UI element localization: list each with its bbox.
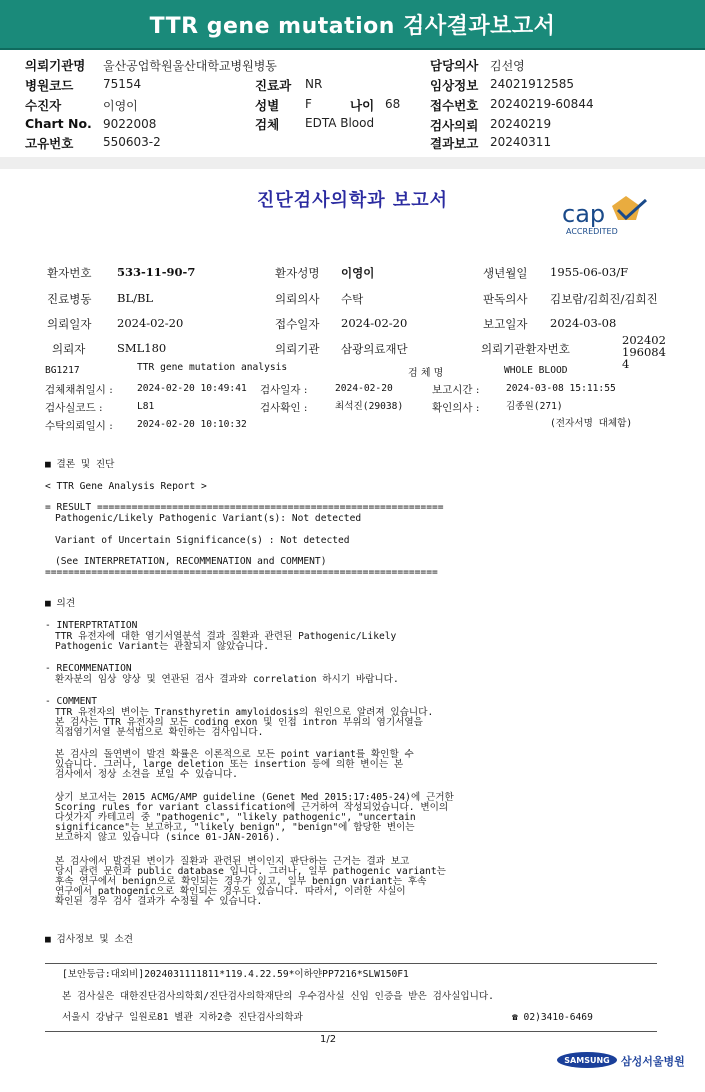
report-value: 이영이 [341, 266, 375, 280]
meta-value: 2024-02-20 10:10:32 [137, 419, 247, 430]
report-label: 의뢰자 [52, 342, 86, 356]
report-value: 1955-06-03/F [550, 265, 629, 279]
cap-logo-subtext: ACCREDITED [566, 227, 618, 236]
report-value: 2024-02-20 [117, 316, 184, 330]
result-heading: ■ 결론 및 진단 [45, 459, 115, 470]
report-label: 판독의사 [483, 292, 528, 306]
interp-title: - INTERPTRTATION [45, 620, 138, 631]
info-value: 9022008 [103, 117, 157, 131]
info-label: 나이 [350, 98, 375, 113]
info-value: 울산공업학원울산대학교병원병동 [103, 59, 277, 73]
comment-p3: 상기 보고서는 2015 ACMG/AMP guideline (Genet Med 2015:17:405-24)에 근거한 Scoring rules for variant classification에 근거하여 작성되었습니다. 변이의 다섯가지 카테고리 중 "pathogenic", "likely pathogenic", "uncertain significance"는 보고하고, "likely benign", "benign"에 합당한 변이는 보고하지 않고 있습니다 (since 01-JAN-2016). [55, 792, 454, 843]
samsung-logo-text: SAMSUNG [564, 1056, 610, 1065]
info-value: 20240311 [490, 135, 552, 149]
meta-value: 최석진(29038) [335, 401, 404, 412]
info-label: 결과보고 [430, 136, 479, 151]
cap-accredited-logo [560, 194, 650, 238]
info-value: F [305, 97, 312, 111]
comment-p1: TTR 유전자의 변이는 Transthyretin amyloidosis의 원인으로 알려져 있습니다. 본 검사는 TTR 유전자의 모든 coding exon 및 인접 intron 부위의 염기서열을 직접염기서열 분석법으로 확인하는 검사입니다. [55, 707, 434, 738]
report-value: 2024-03-08 [550, 316, 617, 330]
info-value: 75154 [103, 77, 142, 91]
specimen-value: WHOLE BLOOD [504, 365, 568, 376]
info-value: 20240219 [490, 117, 552, 131]
report-label: 환자번호 [47, 266, 92, 280]
comment-p2: 본 검사의 돌연변이 발견 확률은 이론적으로 모든 point variant를 확인할 수 있습니다. 그러나, large deletion 또는 insertion 등에 의한 변이는 본 검사에서 정상 소견을 보일 수 있습니다. [55, 749, 414, 780]
specimen-label: 검 체 명 [408, 368, 444, 379]
report-value: 김보람/김희진/김희진 [550, 292, 658, 306]
report-value: 533-11-90-7 [117, 265, 196, 279]
meta-label: 검사일자 : [260, 384, 308, 396]
info-value: 이영이 [103, 99, 138, 113]
result-report-title: < TTR Gene Analysis Report > [45, 481, 207, 492]
report-value: 수탁 [341, 292, 364, 306]
report-label: 환자성명 [275, 266, 320, 280]
info-label: 성별 [255, 98, 280, 113]
info-label: 검체 [255, 117, 280, 132]
info-label: 임상정보 [430, 78, 479, 93]
footer-bottom-rule [45, 1031, 657, 1032]
interp-body: TTR 유전자에 대한 염기서열분석 결과 질환과 관련된 Pathogenic/Likely Pathogenic Variant는 관찰되지 않았습니다. [55, 631, 397, 652]
info-label: 의뢰기관명 [25, 58, 86, 73]
meta-label: 검사확인 : [260, 402, 308, 414]
cert-note: 본 검사실은 대한진단검사의학회/진단검사의학재단의 우수검사실 신임 인증을 받은 검사실입니다. [62, 991, 494, 1002]
report-label: 진료병동 [47, 292, 92, 306]
vus-result: Variant of Uncertain Significance(s) : Not detected [55, 535, 350, 546]
report-value: 삼광의료재단 [341, 342, 408, 356]
comment-title: - COMMENT [45, 696, 97, 707]
section-separator [0, 157, 705, 169]
page-number: 1/2 [320, 1034, 337, 1045]
meta-label: 검체채취일시 : [45, 384, 113, 396]
info-value: 김선영 [490, 59, 525, 73]
footer-top-rule [45, 963, 657, 964]
meta-label: 보고시간 : [432, 384, 480, 396]
report-value: 2024-02-20 [341, 316, 408, 330]
info-label: Chart No. [25, 116, 92, 131]
report-title: 진단검사의학과 보고서 [256, 190, 449, 211]
recom-body: 환자분의 임상 양상 및 연관된 검사 결과와 correlation 하시기 바랍니다. [55, 674, 399, 685]
test-info-heading: ■ 검사정보 및 소견 [45, 934, 133, 945]
info-value: NR [305, 77, 323, 91]
report-label: 의뢰의사 [275, 292, 320, 306]
hospital-name: 삼성서울병원 [621, 1055, 685, 1068]
see-note: (See INTERPRETATION, RECOMMENATION and COMMENT) [55, 556, 327, 567]
pathogenic-result: Pathogenic/Likely Pathogenic Variant(s): Not detected [55, 513, 362, 524]
e-signature-note: (전자서명 대체함) [550, 418, 633, 429]
report-value: SML180 [117, 341, 167, 355]
phone: ☎ 02)3410-6469 [512, 1012, 593, 1023]
opinion-heading: ■ 의견 [45, 598, 76, 609]
info-label: 고유번호 [25, 136, 74, 151]
report-label: 의뢰기관환자번호 [481, 342, 570, 356]
info-label: 담당의사 [430, 58, 479, 73]
cap-logo-text: cap [562, 200, 606, 228]
test-code: BG1217 [45, 365, 80, 376]
header-title: TTR gene mutation 검사결과보고서 [149, 13, 556, 39]
report-label: 접수일자 [275, 317, 320, 331]
meta-label: 검사실코드 : [45, 402, 103, 414]
info-value: 20240219-60844 [490, 97, 594, 111]
report-label: 보고일자 [483, 317, 528, 331]
info-label: 진료과 [255, 78, 292, 93]
header-divider [0, 48, 705, 50]
info-label: 검사의뢰 [430, 118, 479, 133]
meta-value: 김종원(271) [506, 401, 563, 412]
comment-p4: 본 검사에서 발견된 변이가 질환과 관련된 변이인지 판단하는 근거는 결과 보고 당시 관련 문헌과 public database 입니다. 그러나, 일부 pathogenic variant는 후속 연구에서 benign으로 확인되는 경우가 있고, 일부 benign variant는 후속 연구에서 pathogenic으로 확인되는 경우도 있습니다. 따라서, 이러한 사실이 확인된 경우 검사 결과가 수정될 수 있습니다. [55, 856, 446, 907]
info-label: 수진자 [25, 98, 62, 113]
result-line: = RESULT ============================================================ [45, 502, 444, 513]
report-value: BL/BL [117, 291, 154, 305]
meta-value: 2024-03-08 15:11:55 [506, 383, 616, 394]
meta-value: 2024-02-20 10:49:41 [137, 383, 247, 394]
samsung-logo [556, 1051, 618, 1069]
info-value: 550603-2 [103, 135, 161, 149]
info-value: 68 [385, 97, 401, 111]
page-header [0, 0, 705, 48]
info-label: 접수번호 [430, 98, 479, 113]
info-label: 병원코드 [25, 78, 74, 93]
report-label: 의뢰일자 [47, 317, 92, 331]
report-label: 생년월일 [483, 266, 528, 280]
recom-title: - RECOMMENATION [45, 663, 132, 674]
security-line: [보안등급:대외비]2024031111811*119.4.22.59*이하얀PP7216*SLW150F1 [62, 969, 409, 980]
test-name: TTR gene mutation analysis [137, 362, 288, 373]
meta-label: 확인의사 : [432, 402, 480, 414]
report-label: 의뢰기관 [275, 342, 320, 356]
info-value: EDTA Blood [305, 116, 375, 130]
result-end-line: ==================================================================== [45, 567, 438, 578]
report-value: 2024021960844 [622, 333, 666, 371]
info-value: 24021912585 [490, 77, 574, 91]
meta-value: 2024-02-20 [335, 383, 393, 394]
meta-label: 수탁의뢰일시 : [45, 420, 113, 432]
address: 서울시 강남구 일원로81 별관 지하2층 진단검사의학과 [62, 1012, 303, 1023]
meta-value: L81 [137, 401, 155, 412]
